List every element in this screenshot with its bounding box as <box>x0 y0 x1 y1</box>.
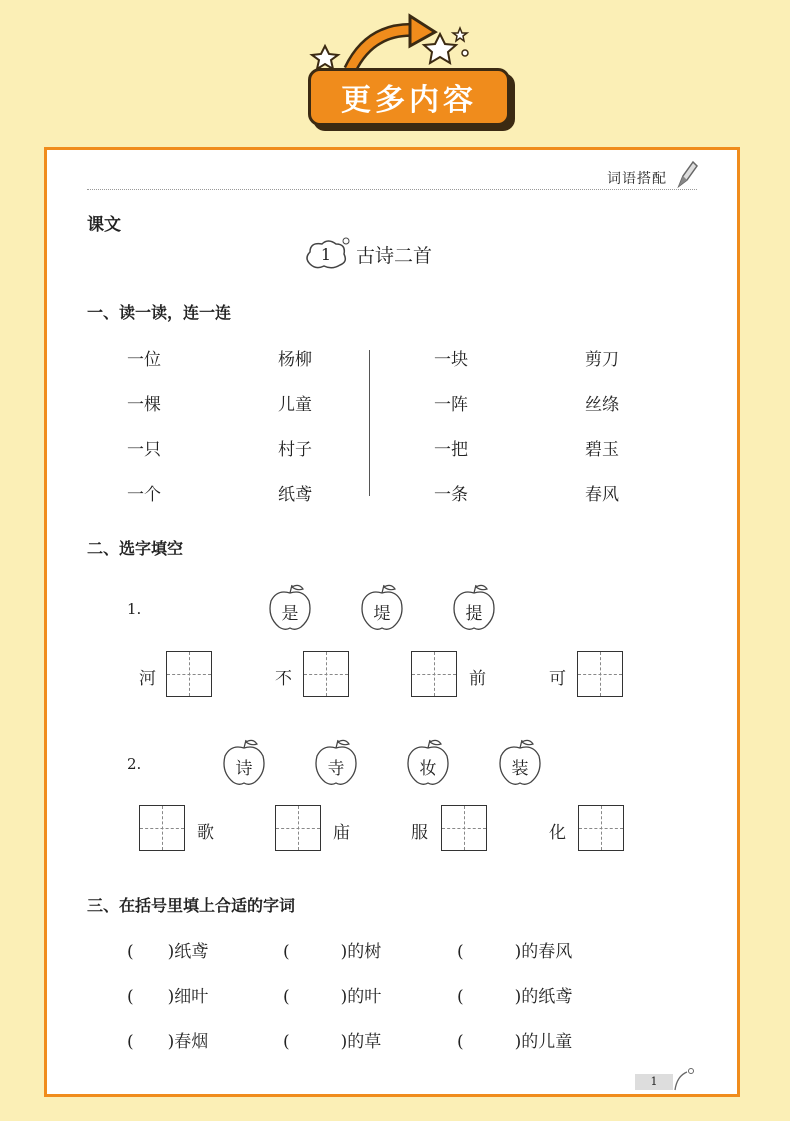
choice-text: 妆 <box>419 759 437 779</box>
match-right-a-1[interactable]: 一块 <box>434 350 468 370</box>
fill-5-text: 歌 <box>197 823 214 843</box>
fill-box-1-1[interactable] <box>166 651 212 697</box>
worksheet-page <box>44 147 740 1097</box>
fill-8-text: 化 <box>549 823 566 843</box>
match-right-b-4[interactable]: 春风 <box>585 485 619 505</box>
fill-box-2-1[interactable] <box>139 805 185 851</box>
match-right-b-1[interactable]: 剪刀 <box>585 350 619 370</box>
match-left-a-2[interactable]: 一棵 <box>127 395 161 415</box>
choice-text: 堤 <box>373 604 391 624</box>
match-right-a-4[interactable]: 一条 <box>434 485 468 505</box>
part-1-number: 1. <box>127 600 142 618</box>
choice-apple-6 <box>403 738 453 788</box>
match-left-a-4[interactable]: 一个 <box>127 485 161 505</box>
choice-text: 装 <box>511 759 529 779</box>
fill-box-2-3[interactable] <box>441 805 487 851</box>
bracket-blank-2-3[interactable]: ( )的纸鸢 <box>457 987 573 1007</box>
match-right-a-3[interactable]: 一把 <box>434 440 468 460</box>
choice-text: 寺 <box>327 759 345 779</box>
part-2-number: 2. <box>127 755 142 773</box>
match-left-a-1[interactable]: 一位 <box>127 350 161 370</box>
fill-2-text: 不 <box>275 669 292 689</box>
page-number: 1 <box>635 1074 673 1090</box>
choice-apple-3 <box>449 583 499 633</box>
match-left-a-3[interactable]: 一只 <box>127 440 161 460</box>
choice-text: 诗 <box>235 759 253 779</box>
lesson-number: 1 <box>320 244 332 264</box>
fill-4-text: 可 <box>549 669 566 689</box>
header-divider <box>87 189 697 190</box>
match-right-b-2[interactable]: 丝绦 <box>585 395 619 415</box>
fill-6-text: 庙 <box>333 823 350 843</box>
swirl-icon <box>671 1066 697 1092</box>
pencil-icon <box>675 160 699 190</box>
question-2-title: 二、选字填空 <box>87 539 184 558</box>
match-right-a-2[interactable]: 一阵 <box>434 395 468 415</box>
fill-3-text: 前 <box>469 669 486 689</box>
lesson-heading <box>302 236 432 272</box>
fill-7-text: 服 <box>411 823 428 843</box>
lesson-number-badge <box>302 236 350 272</box>
choice-apple-2 <box>357 583 407 633</box>
match-left-b-3[interactable]: 村子 <box>278 440 312 460</box>
bracket-blank-3-3[interactable]: ( )的儿童 <box>457 1032 573 1052</box>
fill-box-2-2[interactable] <box>275 805 321 851</box>
bracket-blank-1-1[interactable]: ( )纸鸢 <box>127 942 209 962</box>
lesson-title: 古诗二首 <box>356 244 433 267</box>
fill-box-2-4[interactable] <box>578 805 624 851</box>
banner-label: 更多内容 <box>308 68 510 126</box>
bracket-blank-2-1[interactable]: ( )细叶 <box>127 987 209 1007</box>
choice-text: 提 <box>465 604 483 624</box>
choice-apple-1 <box>265 583 315 633</box>
bracket-blank-2-2[interactable]: ( )的叶 <box>283 987 382 1007</box>
choice-apple-7 <box>495 738 545 788</box>
match-left-b-2[interactable]: 儿童 <box>278 395 312 415</box>
choice-apple-5 <box>311 738 361 788</box>
fill-box-1-2[interactable] <box>303 651 349 697</box>
match-left-b-1[interactable]: 杨柳 <box>278 350 312 370</box>
question-3-title: 三、在括号里填上合适的字词 <box>87 896 296 915</box>
bracket-blank-3-2[interactable]: ( )的草 <box>283 1032 382 1052</box>
more-content-banner[interactable] <box>300 8 530 128</box>
fill-box-1-3[interactable] <box>411 651 457 697</box>
match-right-b-3[interactable]: 碧玉 <box>585 440 619 460</box>
bracket-blank-1-3[interactable]: ( )的春风 <box>457 942 573 962</box>
header-title: 词语搭配 <box>607 171 667 187</box>
bracket-blank-3-1[interactable]: ( )春烟 <box>127 1032 209 1052</box>
question-1-title: 一、读一读，连一连 <box>87 303 232 322</box>
fill-box-1-4[interactable] <box>577 651 623 697</box>
section-label: 课文 <box>87 215 121 235</box>
match-left-b-4[interactable]: 纸鸢 <box>278 485 312 505</box>
column-divider <box>369 350 370 496</box>
choice-apple-4 <box>219 738 269 788</box>
bracket-blank-1-2[interactable]: ( )的树 <box>283 942 382 962</box>
fill-1-text: 河 <box>139 669 156 689</box>
choice-text: 是 <box>281 604 299 624</box>
